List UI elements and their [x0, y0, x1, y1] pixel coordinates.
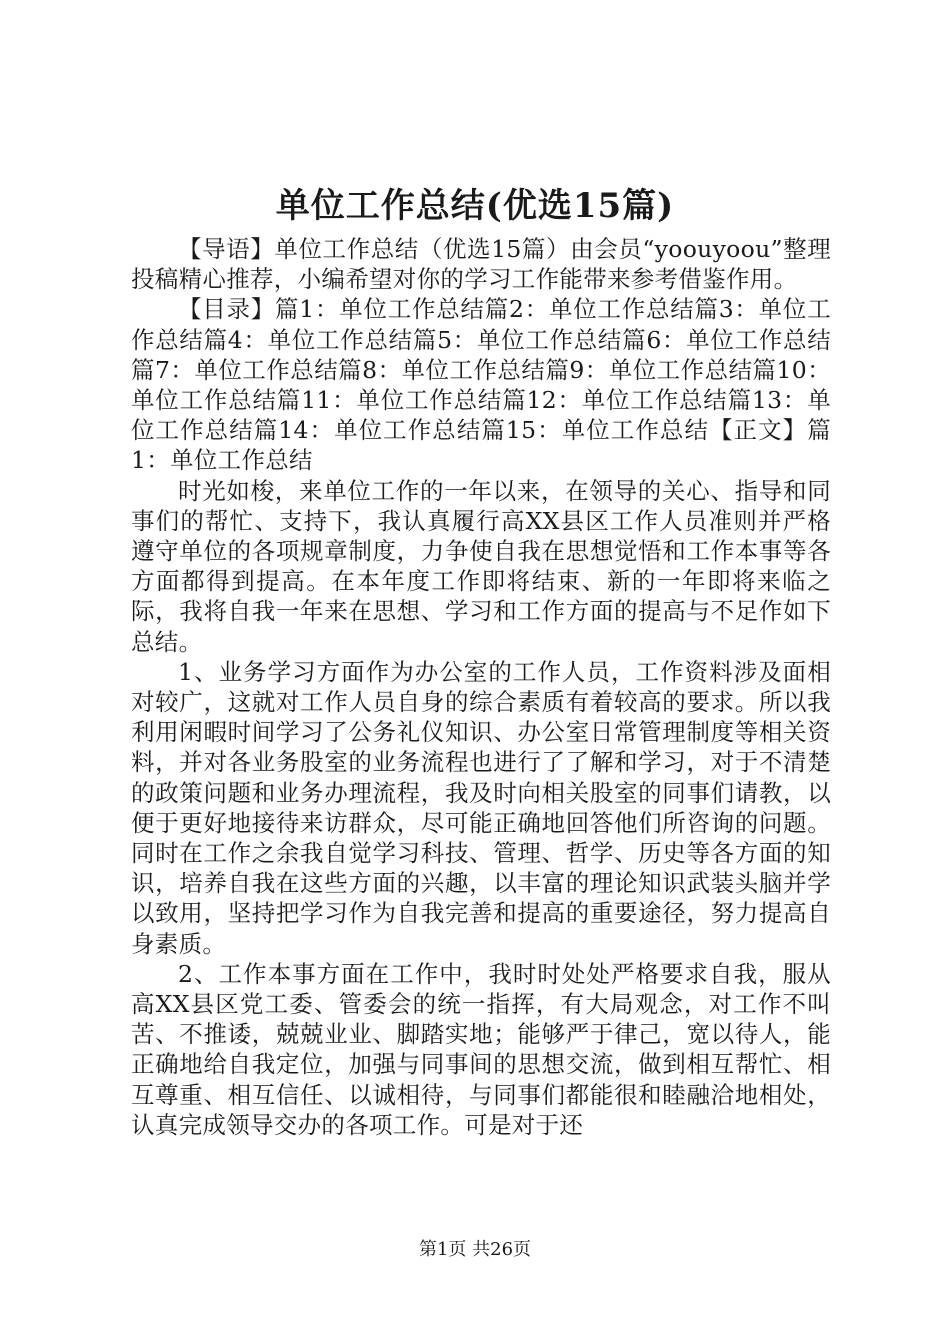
document-title: 单位工作总结(优选15篇) [275, 186, 675, 226]
body-paragraph: 1、业务学习方面作为办公室的工作人员，工作资料涉及面相对较广，这就对工作人员自身的综合素质有着较高的要求。所以我利用闲暇时间学习了公务礼仪知识、办公室日常管理制度等相关资料，并对各业务股室的业务流程也进行了了解和学习，对于不清楚的政策问题和业务办理流程，我及时向相关股室的同事们请教，以便于更好地接待来访群众，尽可能正确地回答他们所咨询的问题。同时在工作之余我自觉学习科技、管理、哲学、历史等各方面的知识，培养自我在这些方面的兴趣，以丰富的理论知识武装头脑并学以致用，坚持把学习作为自我完善和提高的重要途径，努力提高自身素质。 [131, 657, 831, 958]
page-number-footer: 第1页 共26页 [418, 1239, 532, 1260]
intro-paragraph: 【导语】单位工作总结（优选15篇）由会员“yoouyoou”整理投稿精心推荐，小编希望对你的学习工作能带来参考借鉴作用。 [131, 235, 831, 294]
body-paragraph: 时光如梭，来单位工作的一年以来，在领导的关心、指导和同事们的帮忙、支持下，我认真履行高XX县区工作人员准则并严格遵守单位的各项规章制度，力争使自我在思想觉悟和工作本事等各方面都得到提高。在本年度工作即将结束、新的一年即将来临之际，我将自我一年来在思想、学习和工作方面的提高与不足作如下总结。 [131, 476, 831, 656]
body-paragraph: 2、工作本事方面在工作中，我时时处处严格要求自我，服从高XX县区党工委、管委会的统一指挥，有大局观念，对工作不叫苦、不推诿，兢兢业业、脚踏实地；能够严于律己，宽以待人，能正确地给自我定位，加强与同事间的思想交流，做到相互帮忙、相互尊重、相互信任、以诚相待，与同事们都能很和睦融洽地相处，认真完成领导交办的各项工作。可是对于还 [131, 959, 831, 1139]
toc-paragraph: 【目录】篇1：单位工作总结篇2：单位工作总结篇3：单位工作总结篇4：单位工作总结篇5：单位工作总结篇6：单位工作总结篇7：单位工作总结篇8：单位工作总结篇9：单位工作总结篇10：单位工作总结篇11：单位工作总结篇12：单位工作总结篇13：单位工作总结篇14：单位工作总结篇15：单位工作总结【正文】篇1：单位工作总结 [131, 295, 831, 475]
document-body [131, 234, 831, 1140]
